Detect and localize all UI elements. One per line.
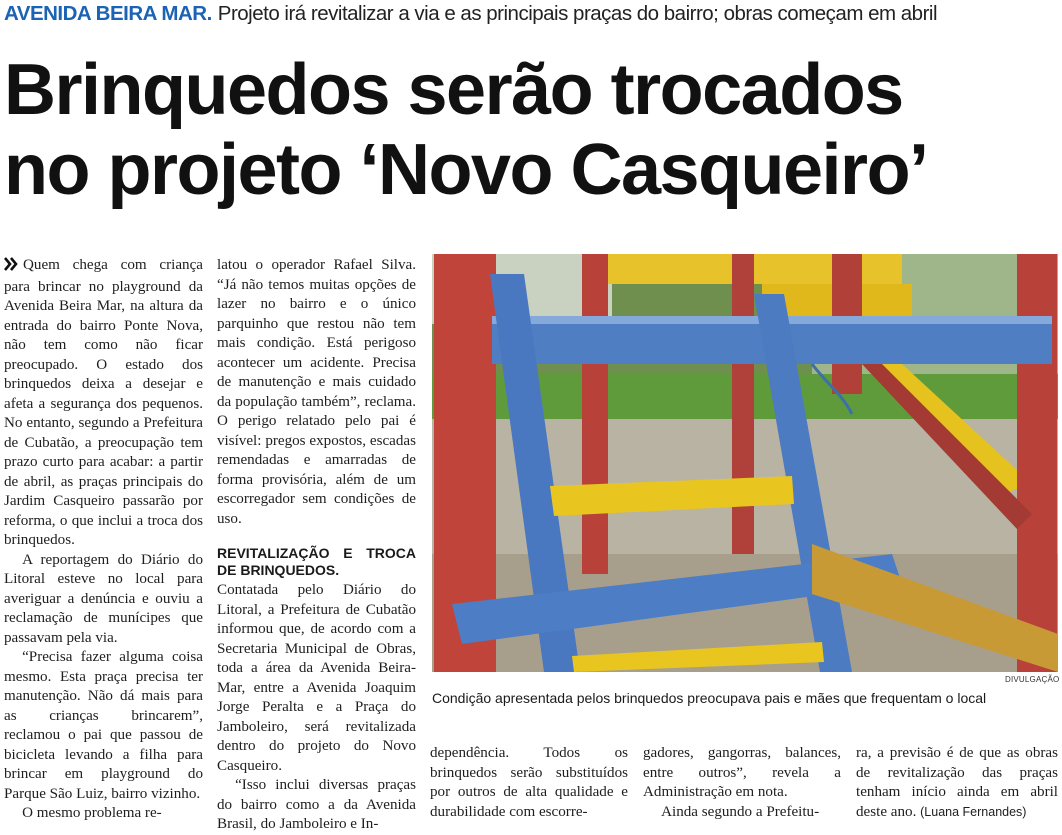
paragraph: [856, 744, 1058, 822]
headline-line-1: Brinquedos serão trocados: [4, 50, 903, 130]
paragraph: “Precisa fazer alguma coisa mesmo. Esta praça precisa ter manutenção. Não dá mais para as crianças brincarem”, reclamou o pai que passou de bicicleta levando a filha para brincar em playground do Parque São Luiz, bairro vizinho.: [4, 649, 203, 802]
paragraph: Contatada pelo Diário do Litoral, a Prefeitura de Cubatão informou que, de acordo com a Secretaria Municipal de Obras, toda a área da Avenida Beira-Mar, entre a Avenida Joaquim Jorge Peralta e a Praça do Jamboleiro, será revitalizada dentro do projeto do Novo Casqueiro.: [217, 582, 416, 774]
headline-line-2: no projeto ‘Novo Casqueiro’: [4, 130, 928, 210]
byline: (Luana Fernandes): [920, 804, 1027, 819]
article-column-4: [643, 744, 841, 822]
kicker-text: Projeto irá revitalizar a via e as principais praças do bairro; obras começam em abril: [217, 2, 938, 25]
article-column-5: [856, 744, 1058, 822]
paragraph: “Isso inclui diversas praças do bairro como a da Avenida Brasil, do Jamboleiro e In-: [217, 777, 416, 832]
paragraph-text: Quem chega com criança para brincar no playground da Avenida Beira Mar, na altura da entrada do bairro Ponte Nova, não tem como não ficar preocupado. O estado dos brinquedos deixa a desejar e afeta a segurança dos pequenos. No entanto, segundo a Prefeitura de Cubatão, a preocupação tem prazo curto para acabar: a partir de abril, as praças principais do Jardim Casqueiro passarão por reforma, o que inclui a troca dos brinquedos.: [4, 257, 203, 548]
paragraph: [4, 256, 203, 551]
article-column-3: [430, 744, 628, 822]
headline: [4, 50, 1060, 210]
paragraph: O mesmo problema re-: [22, 805, 162, 821]
photo-caption: Condição apresentada pelos brinquedos preocupava pais e mães que frequentam o local: [432, 690, 987, 706]
photo-credit: DIVULGAÇÃO: [1005, 675, 1060, 684]
paragraph: latou o operador Rafael Silva. “Já não temos muitas opções de lazer no bairro e o único parquinho que restou não tem mais condição. Está perigoso acontecer um acidente. Precisa de manutenção e mais cuidado da população também”, reclama. O perigo relatado pelo pai é visível: pregos expostos, escadas remendadas e amarradas de forma provisória, além de um escorregador sem condições de uso.: [217, 257, 416, 527]
double-chevron-right-icon: [4, 257, 19, 278]
section-keyword: AVENIDA BEIRA MAR.: [4, 2, 212, 25]
playground-photo: [432, 254, 1058, 672]
article-column-1: [4, 256, 203, 824]
paragraph-text: ra, a previsão é de que as obras de revitalização das praças tenham início ainda em abril deste ano.: [856, 745, 1058, 820]
paragraph: A reportagem do Diário do Litoral esteve no local para averiguar a denúncia e ouviu a reclamação de munícipes que passavam pela via.: [4, 551, 203, 646]
paragraph: gadores, gangorras, balances, entre outros”, revela a Administração em nota.: [643, 745, 841, 800]
paragraph: Ainda segundo a Prefeitu-: [661, 803, 820, 820]
article-column-2: [217, 256, 416, 835]
subheading: REVITALIZAÇÃO E TROCA DE BRINQUEDOS.: [217, 545, 416, 578]
kicker-line: [4, 2, 1060, 26]
paragraph: dependência. Todos os brinquedos serão substituídos por outros de alta qualidade e durabilidade com escorre-: [430, 745, 628, 820]
